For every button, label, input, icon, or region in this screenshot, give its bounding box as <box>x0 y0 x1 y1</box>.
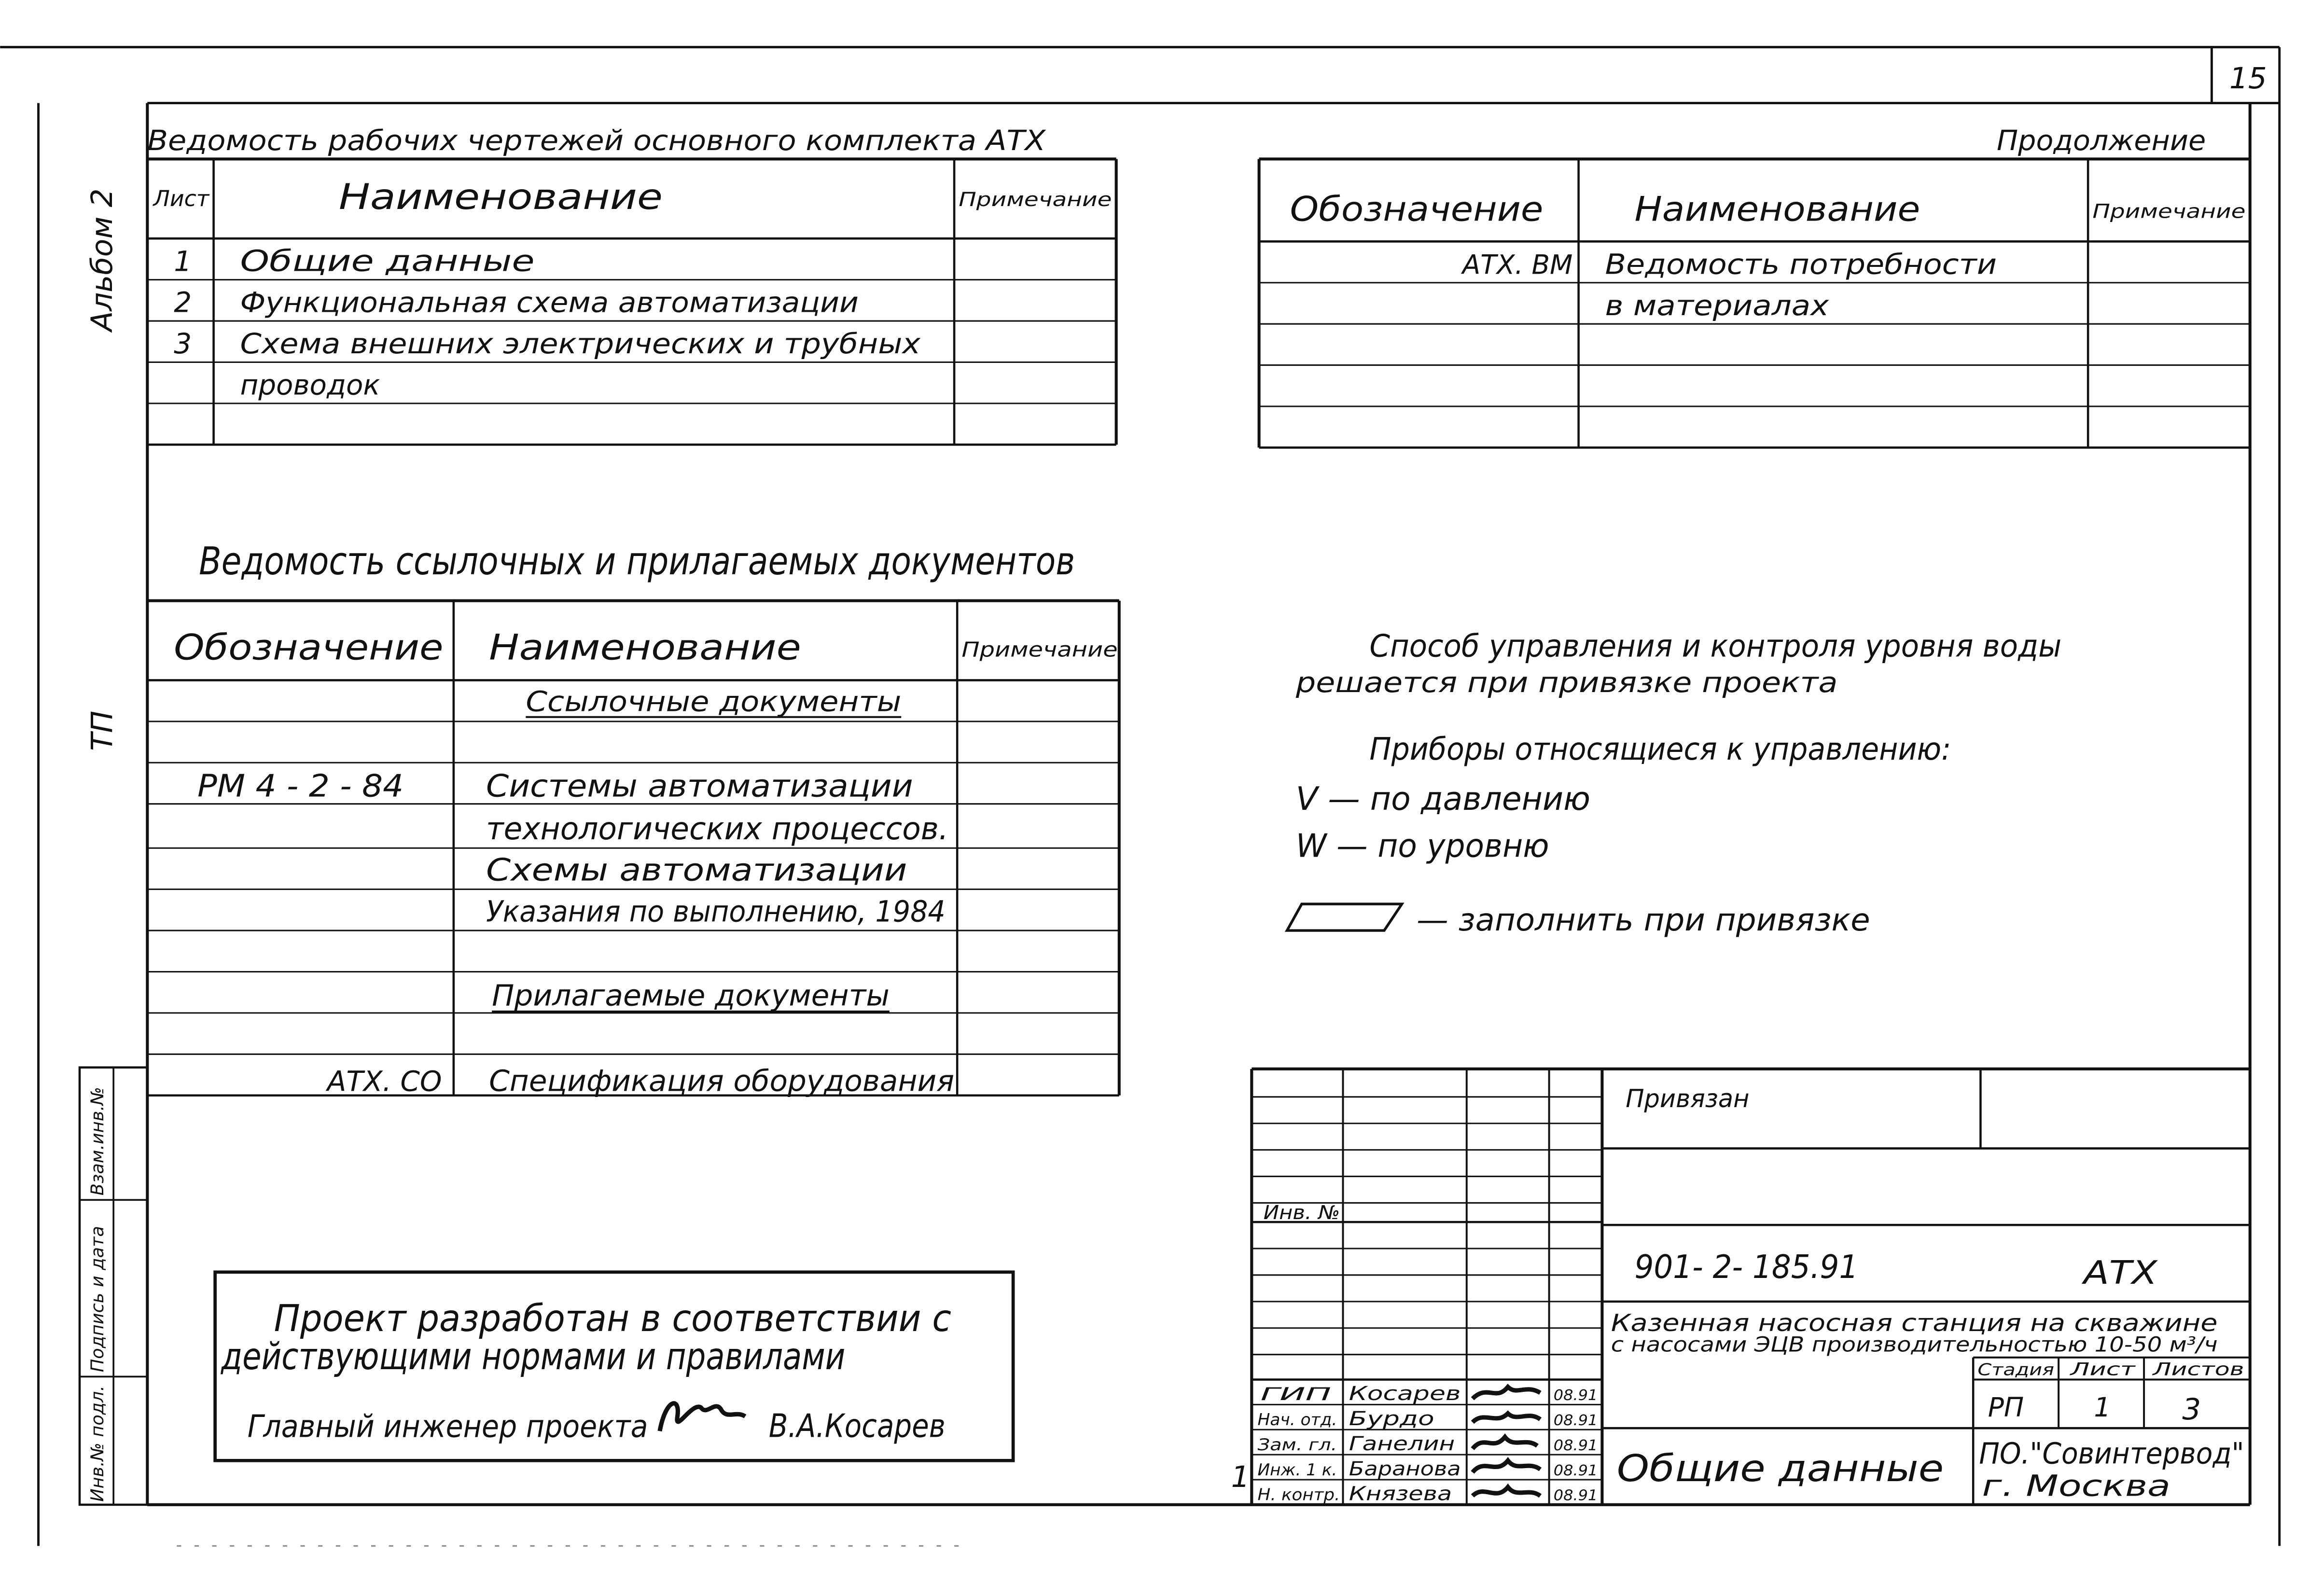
signature-date: 08.91 <box>1553 1387 1598 1404</box>
page-number: 15 <box>2229 61 2267 96</box>
reference-line: Указания по выполнению, 1984 <box>486 894 946 929</box>
v-control-line: V — по давлению <box>1295 779 1591 818</box>
drawings-header-sheet: Лист <box>153 186 209 212</box>
references-header-code: Обозначение <box>174 627 444 668</box>
sheet-value: 1 <box>2094 1391 2111 1423</box>
margin-mark: 1 <box>1231 1460 1250 1495</box>
references-title: Ведомость ссылочных и прилагаемых документов <box>199 538 1075 583</box>
continuation-header-code: Обозначение <box>1290 189 1544 229</box>
drawings-row-name: Общие данные <box>240 244 535 278</box>
signature-mark <box>1473 1414 1540 1422</box>
continuation-table <box>1259 124 2250 447</box>
album-label: Альбом 2 <box>85 188 120 332</box>
organization-city: г. Москва <box>1982 1469 2171 1503</box>
signature-date: 08.91 <box>1553 1412 1598 1429</box>
attached-code: АТХ. СО <box>327 1065 442 1098</box>
attached-name: Спецификация оборудования <box>489 1064 955 1098</box>
signature-name: Баранова <box>1349 1457 1461 1480</box>
designation: 901- 2- 185.91 <box>1634 1248 1859 1286</box>
signature-mark <box>1473 1437 1537 1449</box>
fill-in-frame-symbol <box>1287 904 1402 930</box>
signature-role: Зам. гл. <box>1257 1435 1337 1454</box>
signature-row <box>1258 1433 1598 1455</box>
references-table <box>147 539 1119 1098</box>
stage-header: Стадия <box>1977 1360 2054 1379</box>
signature-role: Н. контр. <box>1257 1485 1340 1504</box>
devices-heading: Приборы относящиеся к управлению: <box>1369 732 1951 768</box>
drawings-row-name: проводок <box>240 368 380 402</box>
reference-line: Системы автоматизации <box>486 768 913 805</box>
references-header-name: Наименование <box>489 627 801 668</box>
engineer-signature <box>660 1403 745 1431</box>
title-block <box>1231 1069 2250 1505</box>
series-label: ТП <box>85 710 120 751</box>
organization: ПО."Совинтервод" <box>1979 1436 2244 1471</box>
signature-mark <box>1473 1387 1540 1399</box>
compliance-line: действующими нормами и правилами <box>220 1335 846 1378</box>
signature-row <box>1258 1408 1598 1430</box>
engineer-role: Главный инженер проекта <box>247 1409 648 1445</box>
margin-stamp <box>80 1068 147 1505</box>
bound-label: Привязан <box>1626 1084 1750 1114</box>
project-description: с насосами ЭЦВ производительностью 10-50 м³/ч <box>1611 1332 2218 1357</box>
signature-date: 08.91 <box>1553 1437 1598 1454</box>
signature-name: Ганелин <box>1349 1432 1455 1455</box>
sheet-title: Общие данные <box>1616 1447 1944 1490</box>
signature-name: Косарев <box>1349 1383 1461 1405</box>
drawings-list <box>147 124 1116 444</box>
referenced-section-label: Ссылочные документы <box>526 685 902 718</box>
reference-line: технологических процессов. <box>486 811 948 847</box>
signature-date: 08.91 <box>1553 1462 1598 1479</box>
references-header-note: Примечание <box>961 638 1118 662</box>
compliance-box <box>215 1272 1014 1460</box>
continuation-header-name: Наименование <box>1634 189 1920 229</box>
sheets-header: Листов <box>2151 1359 2244 1380</box>
stamp-label-inv: Инв.№ подл. <box>86 1385 108 1502</box>
drawings-list-title: Ведомость рабочих чертежей основного комплекта АТХ <box>147 124 1046 157</box>
drawings-row-sheet: 1 <box>174 245 192 278</box>
drawings-row-name: Схема внешних электрических и трубных <box>240 327 921 361</box>
note-line: Способ управления и контроля уровня воды <box>1369 628 2062 665</box>
signature-role: Инж. 1 к. <box>1257 1460 1337 1479</box>
stamp-label-signature: Подпись и дата <box>86 1226 108 1373</box>
continuation-header-note: Примечание <box>2092 200 2246 223</box>
reference-code: РМ 4 - 2 - 84 <box>197 768 404 805</box>
continuation-row-name: Ведомость потребности <box>1605 248 1997 281</box>
signature-row <box>1258 1458 1598 1480</box>
document-code: АТХ <box>2081 1254 2158 1292</box>
left-margin <box>80 189 147 1505</box>
fill-note: — заполнить при привязке <box>1417 902 1870 939</box>
stage-value: РП <box>1988 1391 2024 1423</box>
continuation-row-name: в материалах <box>1605 289 1830 322</box>
w-control-line: W — по уровню <box>1295 827 1549 865</box>
signature-mark <box>1473 1487 1540 1496</box>
signature-mark <box>1473 1460 1540 1472</box>
sheets-value: 3 <box>2182 1392 2201 1427</box>
engineer-name: В.А.Косарев <box>768 1407 946 1445</box>
compliance-line: Проект разработан в соответствии с <box>274 1296 951 1340</box>
stamp-label-replace: Взам.инв.№ <box>86 1086 108 1196</box>
drawings-header-name: Наименование <box>338 177 663 218</box>
signature-date: 08.91 <box>1553 1487 1598 1504</box>
reference-line: Схемы автоматизации <box>486 852 907 888</box>
signature-row <box>1258 1483 1598 1505</box>
drawings-header-note: Примечание <box>959 189 1112 211</box>
drawings-row-sheet: 3 <box>174 327 192 361</box>
drawings-row-sheet: 2 <box>174 286 192 319</box>
drawings-row-name: Функциональная схема автоматизации <box>240 286 859 319</box>
project-description: Казенная насосная станция на скважине <box>1611 1309 2218 1337</box>
note-line: решается при привязке проекта <box>1295 666 1838 699</box>
continuation-label: Продолжение <box>1997 124 2206 157</box>
notes-block <box>1287 629 2062 938</box>
continuation-row-code: АТХ. ВМ <box>1462 249 1573 280</box>
signature-name: Князева <box>1349 1483 1452 1505</box>
attached-section-label: Прилагаемые документы <box>492 978 890 1013</box>
signature-role: Нач. отд. <box>1257 1410 1337 1429</box>
signature-role: ГИП <box>1260 1384 1332 1405</box>
signature-row <box>1261 1383 1598 1405</box>
signature-name: Бурдо <box>1349 1408 1434 1430</box>
inv-label: Инв. № <box>1263 1202 1340 1224</box>
sheet-header: Лист <box>2069 1359 2137 1380</box>
